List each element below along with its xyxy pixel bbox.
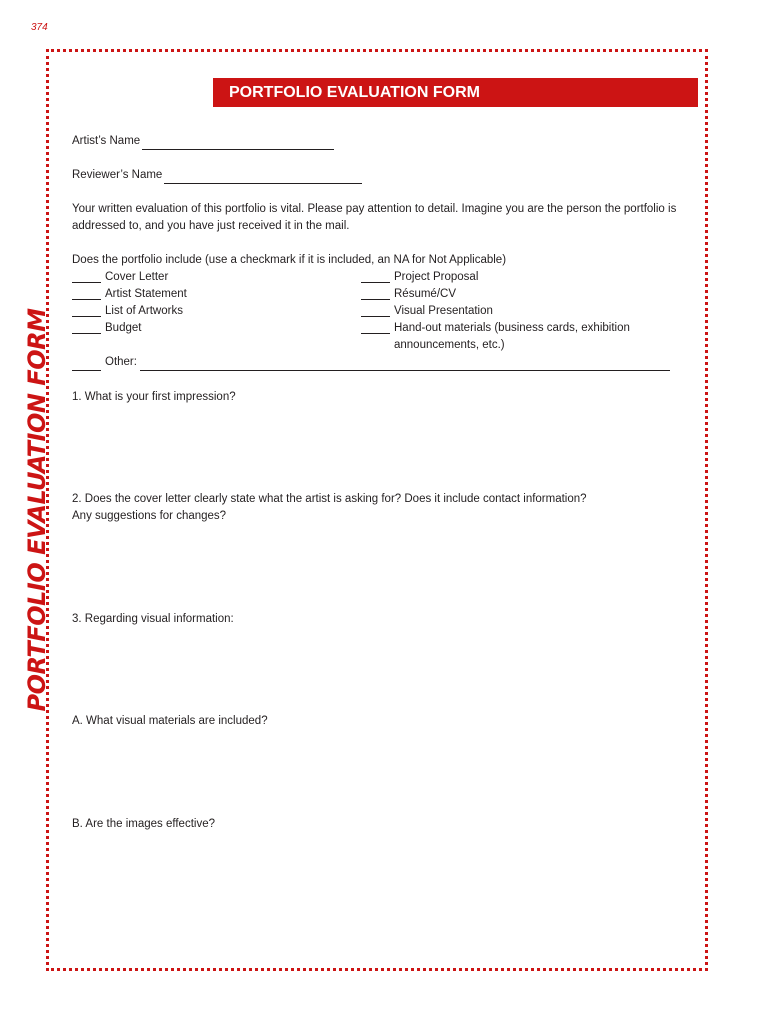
checklist-item[interactable] (72, 286, 352, 303)
checklist-item[interactable] (72, 320, 352, 337)
check-blank[interactable] (361, 320, 390, 334)
question-text: 3. Regarding visual information: (72, 613, 234, 625)
other-field[interactable] (72, 354, 670, 371)
checklist-label: List of Artworks (105, 305, 183, 317)
reviewer-name-label: Reviewer’s Name (72, 169, 163, 181)
title-banner (213, 78, 698, 107)
intro-paragraph (72, 201, 688, 235)
question-2 (72, 491, 688, 525)
checklist-item[interactable] (72, 303, 352, 320)
question-text: 1. What is your first impression? (72, 391, 236, 403)
checklist-label: Résumé/CV (394, 288, 456, 300)
question-a (72, 713, 688, 730)
check-blank[interactable] (72, 269, 101, 283)
checklist-left-column (72, 269, 352, 337)
artist-name-label: Artist’s Name (72, 135, 141, 147)
check-blank[interactable] (72, 320, 101, 334)
checklist-label: Cover Letter (105, 271, 169, 283)
spacer (361, 337, 390, 350)
other-blank[interactable] (140, 357, 670, 371)
side-title: PORTFOLIO EVALUATION FORM (23, 308, 51, 712)
artist-name-blank[interactable] (142, 136, 334, 150)
checklist-label: announcements, etc.) (394, 339, 505, 351)
question-text: A. What visual materials are included? (72, 715, 268, 727)
banner-title: PORTFOLIO EVALUATION FORM (229, 84, 480, 101)
artist-name-field[interactable] (72, 133, 334, 150)
reviewer-name-field[interactable] (72, 167, 362, 184)
check-blank[interactable] (361, 269, 390, 283)
checklist-label: Budget (105, 322, 142, 334)
checklist-item[interactable] (361, 269, 661, 286)
question-text: B. Are the images effective? (72, 818, 215, 830)
page-number: 374 (31, 22, 48, 33)
checklist-item[interactable] (361, 303, 661, 320)
checklist-label: Visual Presentation (394, 305, 493, 317)
question-b (72, 816, 688, 833)
intro-line: addressed to, and you have just received it in the mail. (72, 220, 350, 232)
checklist-item[interactable] (361, 320, 661, 337)
reviewer-name-blank[interactable] (164, 170, 362, 184)
other-label: Other: (105, 356, 137, 368)
checklist-label: Hand-out materials (business cards, exhibition (394, 322, 630, 334)
question-1 (72, 389, 688, 406)
intro-line: Your written evaluation of this portfolio is vital. Please pay attention to detail. Imagine you are the person the portfolio is (72, 203, 677, 215)
question-3 (72, 611, 688, 628)
check-blank[interactable] (361, 286, 390, 300)
check-blank[interactable] (72, 286, 101, 300)
checklist-item[interactable] (361, 286, 661, 303)
checklist-item[interactable] (72, 269, 352, 286)
check-blank[interactable] (72, 357, 101, 371)
check-blank[interactable] (72, 303, 101, 317)
checklist-title: Does the portfolio include (use a checkmark if it is included, an NA for Not Applicable) (72, 254, 507, 266)
question-text: Any suggestions for changes? (72, 510, 227, 522)
checklist-label: Artist Statement (105, 288, 187, 300)
question-text: 2. Does the cover letter clearly state what the artist is asking for? Does it include contact information? (72, 493, 587, 505)
checklist-right-column (361, 269, 661, 354)
checklist-item-continuation (361, 337, 661, 354)
check-blank[interactable] (361, 303, 390, 317)
checklist-label: Project Proposal (394, 271, 479, 283)
